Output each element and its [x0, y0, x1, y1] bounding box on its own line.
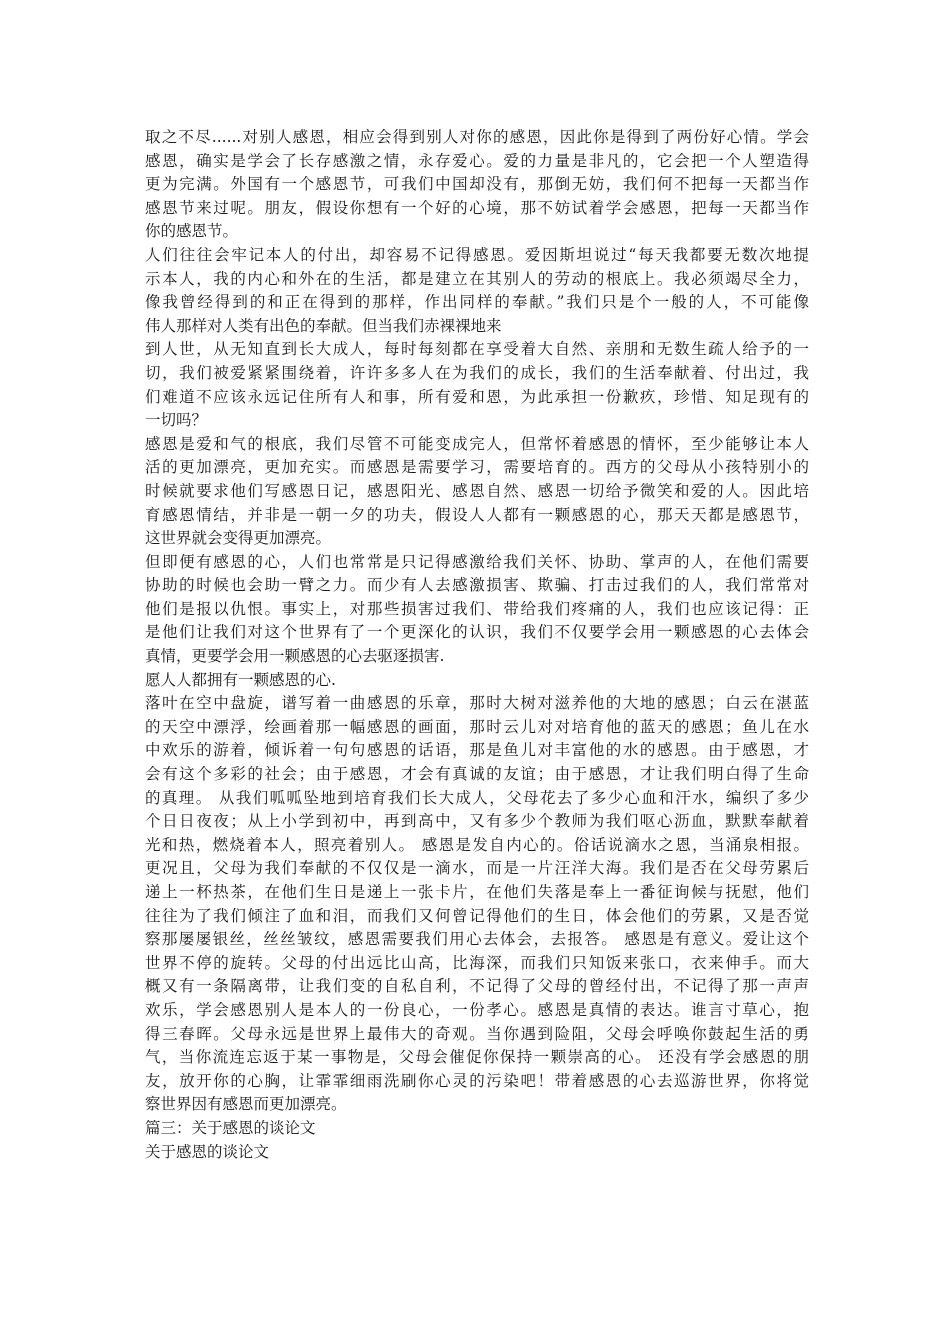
- text-line: 育感恩情结，并非是一朝一夕的功夫，假设人人都有一颗感恩的心，那天天都是感恩节，: [145, 505, 809, 524]
- text-line: 的天空中漂浮，绘画着那一幅感恩的画面，那时云儿对对培育他的蓝天的感恩；鱼儿在水: [145, 717, 809, 736]
- paragraph: [145, 244, 809, 338]
- paragraph: [145, 126, 809, 244]
- text-line: 是他们让我们对这个世界有了一个更深化的认识，我们不仅要学会用一颗感恩的心去体会: [145, 623, 809, 642]
- paragraph: [145, 1141, 809, 1165]
- text-line: 感恩，确实是学会了长存感激之情，永存爱心。爱的力量是非凡的，它会把一个人塑造得: [145, 151, 809, 170]
- text-line: 但即便有感恩的心，人们也常常是只记得感激给我们关怀、协助、掌声的人，在他们需要: [145, 552, 809, 571]
- text-line: 到人世，从无知直到长大成人，每时每刻都在享受着大自然、亲朋和无数生疏人给予的一: [145, 340, 809, 359]
- text-line: 时候就要求他们写感恩日记，感恩阳光、感恩自然、感恩一切给予微笑和爱的人。因此培: [145, 481, 809, 500]
- text-line: 察世界因有感恩而更加漂亮。: [145, 1095, 347, 1114]
- text-line: 真情，更要学会用一颗感恩的心去驱逐损害.: [145, 647, 445, 666]
- text-line: 落叶在空中盘旋，谱写着一曲感恩的乐章，那时大树对滋养他的大地的感恩；白云在湛蓝: [145, 694, 809, 713]
- text-line: 中欢乐的游着，倾诉着一句句感恩的话语，那是鱼儿对丰富他的水的感恩。由于感恩，才: [145, 741, 809, 760]
- text-line: 篇三：关于感恩的谈论文: [145, 1118, 316, 1137]
- text-line: 世界不停的旋转。父母的付出远比山高，比海深，而我们只知饭来张口，衣来伸手。而大: [145, 953, 809, 972]
- text-line: 关于感恩的谈论文: [145, 1142, 270, 1161]
- text-line: 你的感恩节。: [145, 222, 239, 241]
- paragraph: [145, 551, 809, 669]
- paragraph: [145, 1117, 809, 1141]
- text-line: 协助的时候也会助一臂之力。而少有人去感激损害、欺骗、打击过我们的人，我们常常对: [145, 576, 809, 595]
- text-line: 伟人那样对人类有出色的奉献。但当我们赤裸裸地来: [145, 316, 502, 335]
- text-line: 像我曾经得到的和正在得到的那样，作出同样的奉献。”我们只是个一般的人，不可能像: [145, 293, 809, 312]
- text-line: 人们往往会牢记本人的付出，却容易不记得感恩。爱因斯坦说过“每天我都要无数次地提: [145, 245, 809, 264]
- text-line: 光和热，燃烧着本人，照亮着别人。 感恩是发自内心的。俗话说滴水之恩，当涌泉相报。: [145, 835, 809, 854]
- text-line: 察那屡屡银丝，丝丝皱纹，感恩需要我们用心去体会，去报答。 感恩是有意义。爱让这个: [145, 930, 809, 949]
- document-body: [145, 126, 809, 1164]
- text-line: 这世界就会变得更加漂亮。: [145, 529, 332, 548]
- text-line: 概又有一条隔离带，让我们变的自私自利，不记得了父母的曾经付出，不记得了那一声声: [145, 977, 809, 996]
- text-line: 递上一杯热茶，在他们生日是递上一张卡片，在他们失落是奉上一番征询候与抚慰，他们: [145, 883, 809, 901]
- text-line: 的真理。 从我们呱呱坠地到培育我们长大成人，父母花去了多少心血和汗水，编织了多少: [145, 788, 809, 807]
- paragraph: [145, 692, 809, 1117]
- text-line: 切，我们被爱紧紧围绕着，许许多多人在为我们的成长，我们的生活奉献着、付出过，我: [145, 363, 809, 382]
- paragraph: [145, 338, 809, 432]
- text-line: 感恩是爱和气的根底，我们尽管不可能变成完人，但常怀着感恩的情怀，至少能够让本人: [145, 434, 809, 453]
- text-line: 会有这个多彩的社会；由于感恩，才会有真诚的友谊；由于感恩，才让我们明白得了生命: [145, 765, 809, 784]
- text-line: 个日日夜夜；从上小学到初中，再到高中，又有多少个教师为我们呕心沥血，默默奉献着: [145, 812, 809, 831]
- text-line: 往往为了我们倾注了血和泪，而我们又何曾记得他们的生日，体会他们的劳累，又是否觉: [145, 906, 809, 925]
- text-line: 更况且，父母为我们奉献的不仅仅是一滴水，而是一片汪洋大海。我们是否在父母劳累后: [145, 859, 809, 878]
- text-line: 更为完满。外国有一个感恩节，可我们中国却没有，那倒无妨，我们何不把每一天都当作: [145, 175, 809, 194]
- text-line: 欢乐，学会感恩别人是本人的一份良心，一份孝心。感恩是真情的表达。谁言寸草心，抱: [145, 1000, 809, 1019]
- text-line: 友，放开你的心胸，让霏霏细雨洗刷你心灵的污染吧！带着感恩的心去巡游世界，你将觉: [145, 1071, 809, 1090]
- text-line: 一切吗？: [145, 411, 208, 430]
- text-line: 他们是报以仇恨。事实上，对那些损害过我们、带给我们疼痛的人，我们也应该记得：正: [145, 599, 809, 618]
- text-line: 感恩节来过呢。朋友，假设你想有一个好的心境，那不妨试着学会感恩，把每一天都当作: [145, 198, 809, 217]
- text-line: 得三春晖。父母永远是世界上最伟大的奇观。当你遇到险阻，父母会呼唤你鼓起生活的勇: [145, 1024, 809, 1043]
- text-line: 们难道不应该永远记住所有人和事，所有爱和恩，为此承担一份歉疚，珍惜、知足现有的: [145, 387, 809, 406]
- text-line: 取之不尽......对别人感恩，相应会得到别人对你的感恩，因此你是得到了两份好心情。学会: [145, 128, 809, 146]
- paragraph: [145, 669, 809, 693]
- text-line: 气，当你流连忘返于某一事物是，父母会催促你保持一颗崇高的心。 还没有学会感恩的朋: [145, 1048, 809, 1067]
- text-line: 活的更加漂亮，更加充实。而感恩是需要学习，需要培育的。西方的父母从小孩特别小的: [145, 458, 809, 477]
- text-line: 愿人人都拥有一颗感恩的心.: [145, 670, 336, 689]
- paragraph: [145, 433, 809, 551]
- text-line: 示本人，我的内心和外在的生活，都是建立在其别人的劳动的根底上。我必须竭尽全力，: [145, 269, 809, 288]
